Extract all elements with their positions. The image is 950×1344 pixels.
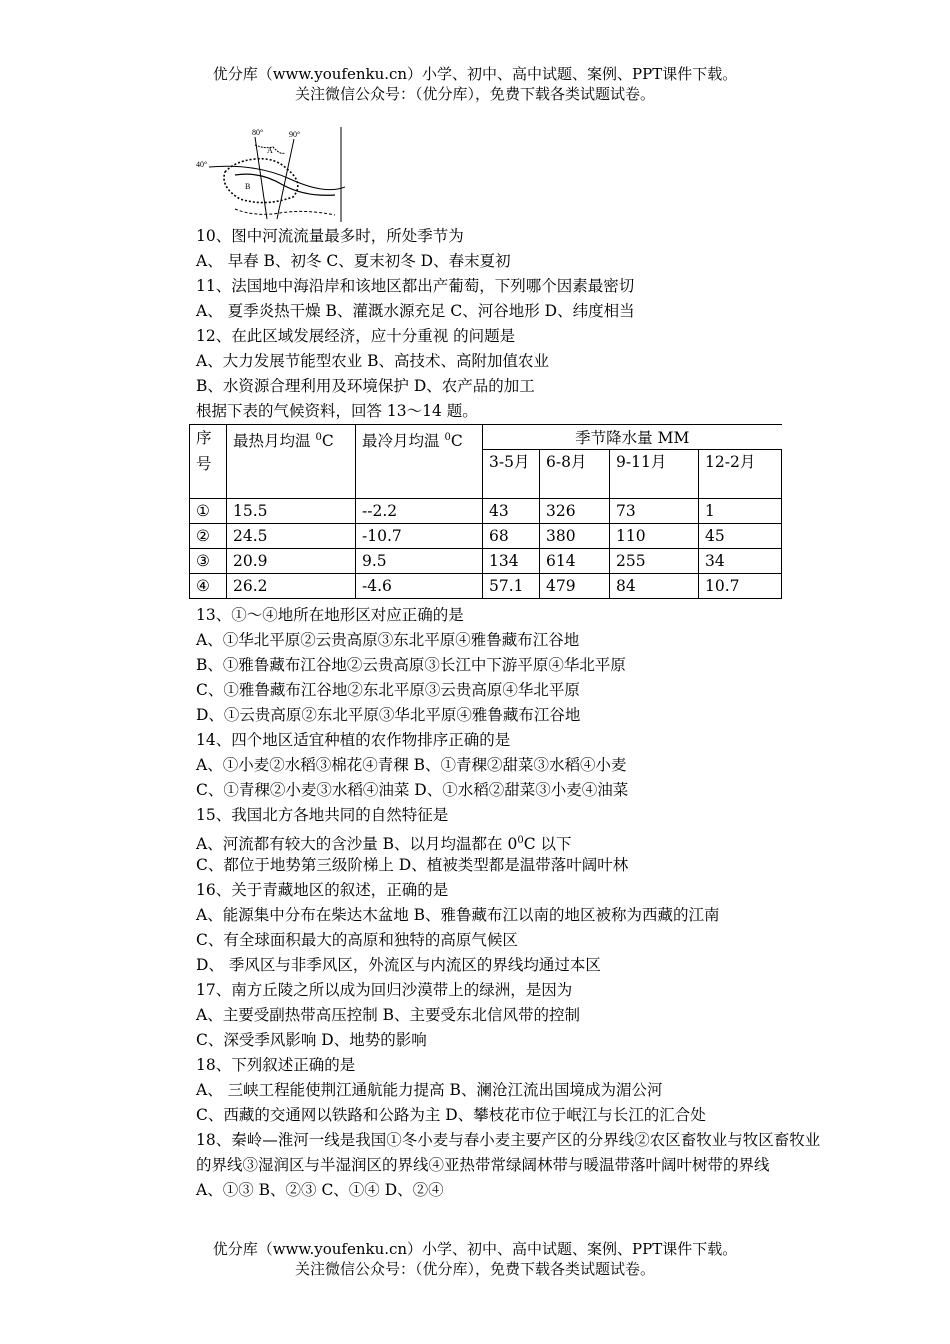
q15-stem: 15、我国北方各地共同的自然特征是 [196, 806, 449, 824]
q15-options-2: C、都位于地势第三级阶梯上 D、植被类型都是温带落叶阔叶林 [196, 856, 629, 874]
row-1-cold: --2.2 [356, 499, 483, 524]
map-lat-40: 40° [196, 160, 208, 169]
q18b-stem-1: 18、秦岭—淮河一线是我国①冬小麦与春小麦主要产区的分界线②农区畜牧业与牧区畜牧业 [196, 1131, 821, 1149]
row-3-cold: 9.5 [356, 549, 483, 574]
q15-degree-sup: 0 [517, 835, 524, 846]
climate-table [189, 424, 782, 599]
q13-option-a: A、①华北平原②云贵高原③东北平原④雅鲁藏布江谷地 [196, 631, 580, 649]
q15-options-1 [196, 828, 571, 853]
q15-option-a-text: A、河流都有较大的含沙量 B、以月均温都在 0 [196, 835, 518, 854]
header-hot-label: 最热月均温 [233, 432, 316, 451]
season-spring: 3-5月 [483, 450, 540, 499]
q12-options-1: A、大力发展节能型农业 B、高技术、高附加值农业 [196, 352, 550, 370]
q18-stem: 18、下列叙述正确的是 [196, 1056, 356, 1074]
page-footer [0, 1239, 950, 1279]
q17-stem: 17、南方丘陵之所以成为回归沙漠带上的绿洲，是因为 [196, 981, 573, 999]
row-1-autumn: 73 [610, 499, 699, 524]
header-hot-unit: C [321, 432, 334, 451]
q13-option-b: B、①雅鲁藏布江谷地②云贵高原③长江中下游平原④华北平原 [196, 656, 626, 674]
row-3-summer: 614 [540, 549, 610, 574]
row-3-autumn: 255 [610, 549, 699, 574]
row-1-hot: 15.5 [227, 499, 356, 524]
q17-options-1: A、主要受副热带高压控制 B、主要受东北信风带的控制 [196, 1006, 581, 1024]
q18-options-1: A、 三峡工程能使荆江通航能力提高 B、澜沧江流出国境成为湄公河 [196, 1081, 663, 1099]
q13-option-c: C、①雅鲁藏布江谷地②东北平原③云贵高原④华北平原 [196, 681, 580, 699]
q16-option-d: D、 季风区与非季风区，外流区与内流区的界线均通过本区 [196, 956, 601, 974]
header-line-1: 优分库（www.youfenku.cn）小学、初中、高中试题、案例、PPT课件下载。 [212, 65, 738, 83]
q15-option-b-tail: C 以下 [523, 835, 572, 854]
row-2-summer: 380 [540, 524, 610, 549]
row-1-winter: 1 [699, 499, 782, 524]
row-4-cold: -4.6 [356, 574, 483, 599]
footer-line-1: 优分库（www.youfenku.cn）小学、初中、高中试题、案例、PPT课件下载。 [212, 1240, 738, 1258]
row-2-hot: 24.5 [227, 524, 356, 549]
row-4-seq: ④ [190, 574, 227, 599]
q10-options: A、 早春 B、初冬 C、夏末初冬 D、春末夏初 [196, 252, 511, 270]
q12-stem: 12、在此区域发展经济，应十分重视 的问题是 [196, 327, 516, 345]
q18b-options: A、①③ B、②③ C、①④ D、②④ [196, 1181, 444, 1199]
header-hot-month [227, 425, 356, 499]
row-3-spring: 134 [483, 549, 540, 574]
header-cold-month [356, 425, 483, 499]
q18b-stem-2: 的界线③湿润区与半湿润区的界线④亚热带常绿阔林带与暖温带落叶阔叶树带的界线 [196, 1156, 770, 1174]
map-lon-80: 80° [252, 128, 264, 137]
q17-options-2: C、深受季风影响 D、地势的影响 [196, 1031, 427, 1049]
map-label-b: B [245, 182, 251, 191]
table-header-row [190, 425, 782, 450]
header-cold-deg: 0 [444, 432, 451, 443]
q16-option-c: C、有全球面积最大的高原和独特的高原气候区 [196, 931, 518, 949]
row-2-winter: 45 [699, 524, 782, 549]
row-2-seq: ② [190, 524, 227, 549]
row-1-seq: ① [190, 499, 227, 524]
row-2-spring: 68 [483, 524, 540, 549]
footer-line-2: 关注微信公众号：（优分库），免费下载各类试题试卷。 [294, 1260, 655, 1278]
row-4-hot: 26.2 [227, 574, 356, 599]
q14-stem: 14、四个地区适宜种植的农作物排序正确的是 [196, 731, 511, 749]
header-cold-label: 最冷月均温 [362, 432, 445, 451]
map-mountains-south [235, 209, 335, 215]
q14-options-1: A、①小麦②水稻③棉花④青稞 B、①青稞②甜菜③水稻④小麦 [196, 756, 627, 774]
table-row [190, 499, 782, 524]
map-parallel-40 [209, 166, 345, 189]
header-hot-deg: 0 [315, 432, 322, 443]
header-line-2: 关注微信公众号：（优分库），免费下载各类试题试卷。 [294, 85, 655, 103]
q10-stem: 10、图中河流流量最多时，所处季节为 [196, 227, 464, 245]
map-label-a: A [267, 146, 273, 155]
map-lon-90: 90° [289, 130, 301, 139]
header-cold-unit: C [450, 432, 463, 451]
row-2-autumn: 110 [610, 524, 699, 549]
page-header [0, 64, 950, 104]
table-row [190, 574, 782, 599]
table-row [190, 549, 782, 574]
row-3-hot: 20.9 [227, 549, 356, 574]
season-winter: 12-2月 [699, 450, 782, 499]
row-4-summer: 479 [540, 574, 610, 599]
q16-options-1: A、能源集中分布在柴达木盆地 B、雅鲁藏布江以南的地区被称为西藏的江南 [196, 906, 720, 924]
header-precip: 季节降水量 MM [483, 425, 782, 450]
river-map-figure [195, 127, 345, 222]
q13-stem: 13、①～④地所在地形区对应正确的是 [196, 606, 464, 624]
header-seq: 序号 [190, 425, 227, 499]
row-4-spring: 57.1 [483, 574, 540, 599]
row-3-seq: ③ [190, 549, 227, 574]
row-1-spring: 43 [483, 499, 540, 524]
q14-options-2: C、①青稞②小麦③水稻④油菜 D、①水稻②甜菜③小麦④油菜 [196, 781, 629, 799]
map-meridian-80 [255, 137, 267, 219]
q12-options-2: B、水资源合理利用及环境保护 D、农产品的加工 [196, 377, 535, 395]
q18-options-2: C、西藏的交通网以铁路和公路为主 D、攀枝花市位于岷江与长江的汇合处 [196, 1106, 706, 1124]
q16-stem: 16、关于青藏地区的叙述，正确的是 [196, 881, 449, 899]
row-3-winter: 34 [699, 549, 782, 574]
season-autumn: 9-11月 [610, 450, 699, 499]
row-4-winter: 10.7 [699, 574, 782, 599]
season-summer: 6-8月 [540, 450, 610, 499]
table-intro: 根据下表的气候资料，回答 13～14 题。 [196, 402, 478, 420]
table-row [190, 524, 782, 549]
map-meridian-90 [277, 139, 294, 219]
row-1-summer: 326 [540, 499, 610, 524]
q11-stem: 11、法国地中海沿岸和该地区都出产葡萄，下列哪个因素最密切 [196, 277, 635, 295]
q11-options: A、 夏季炎热干燥 B、灌溉水源充足 C、河谷地形 D、纬度相当 [196, 302, 635, 320]
row-2-cold: -10.7 [356, 524, 483, 549]
q13-option-d: D、①云贵高原②东北平原③华北平原④雅鲁藏布江谷地 [196, 706, 581, 724]
row-4-autumn: 84 [610, 574, 699, 599]
